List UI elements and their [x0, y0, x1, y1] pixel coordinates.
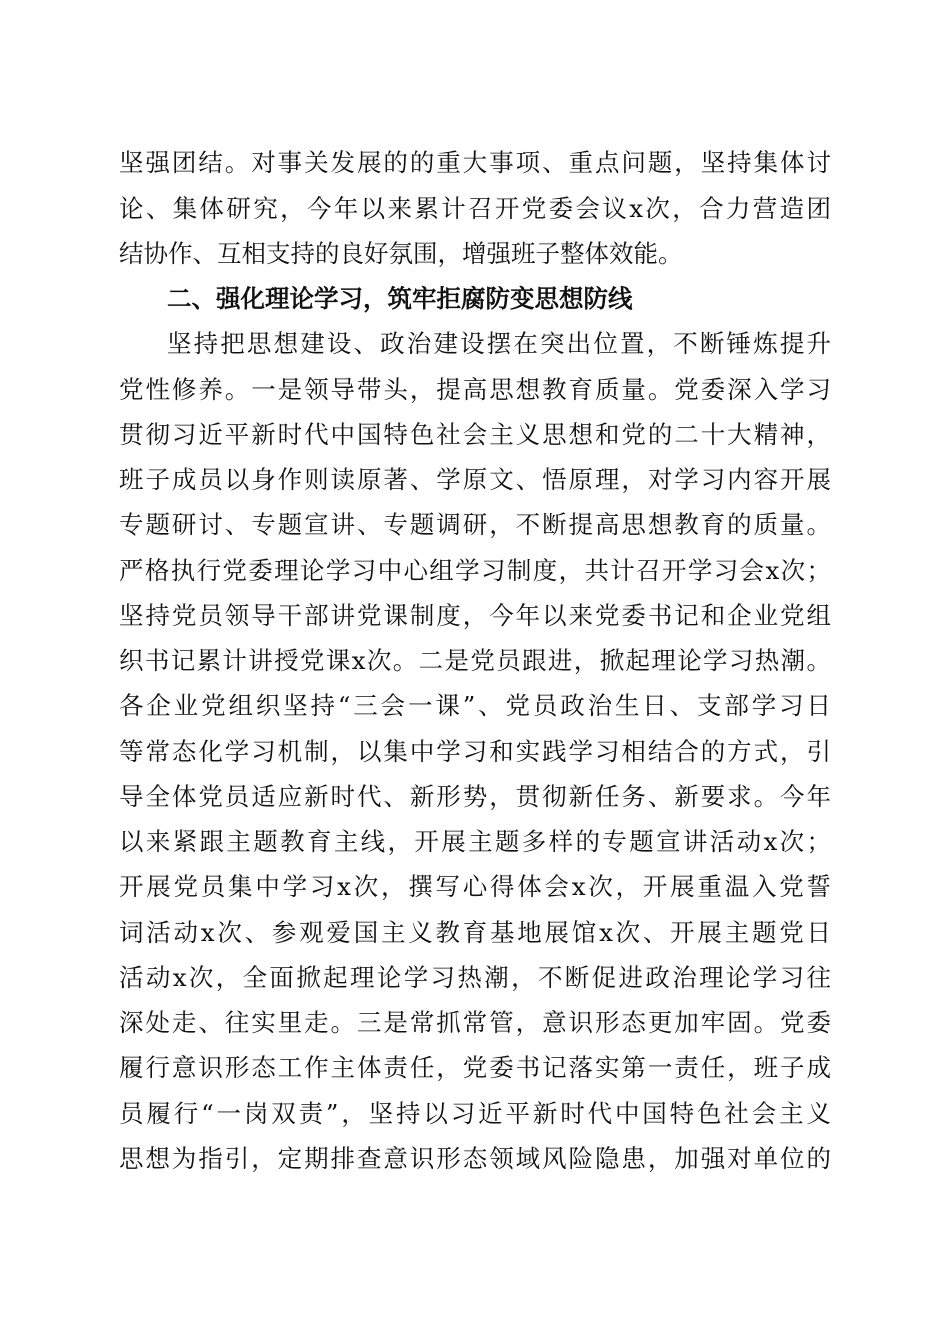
body-line: 坚强团结。对事关发展的的重大事项、重点问题，坚持集体讨	[119, 148, 831, 177]
body-line: 各企业党组织坚持“三会一课”、党员政治生日、支部学习日	[119, 691, 831, 720]
body-line: 等常态化学习机制，以集中学习和实践学习相结合的方式，引	[119, 737, 831, 766]
body-line: 履行意识形态工作主体责任，党委书记落实第一责任，班子成	[119, 1053, 831, 1082]
body-line: 深处走、往实里走。三是常抓常管，意识形态更加牢固。党委	[119, 1008, 831, 1037]
body-line: 以来紧跟主题教育主线，开展主题多样的专题宣讲活动x次；	[119, 827, 831, 856]
body-line: 思想为指引，定期排查意识形态领域风险隐患，加强对单位的	[119, 1144, 831, 1173]
body-line: 坚持党员领导干部讲党课制度，今年以来党委书记和企业党组	[119, 601, 831, 630]
body-line: 严格执行党委理论学习中心组学习制度，共计召开学习会x次；	[119, 556, 831, 585]
paragraph-first-line: 坚持把思想建设、政治建设摆在突出位置，不断锤炼提升	[167, 329, 831, 358]
body-line: 论、集体研究，今年以来累计召开党委会议x次，合力营造团	[119, 194, 831, 223]
body-line: 班子成员以身作则读原著、学原文、悟原理，对学习内容开展	[119, 465, 831, 494]
body-line: 导全体党员适应新时代、新形势，贯彻新任务、新要求。今年	[119, 782, 831, 811]
body-line: 党性修养。一是领导带头，提高思想教育质量。党委深入学习	[119, 375, 831, 404]
section-heading: 二、强化理论学习，筑牢拒腐防变思想防线	[167, 284, 633, 313]
body-line: 贯彻习近平新时代中国特色社会主义思想和党的二十大精神，	[119, 420, 831, 449]
body-line: 词活动x次、参观爱国主义教育基地展馆x次、开展主题党日	[119, 918, 831, 947]
body-line: 活动x次，全面掀起理论学习热潮，不断促进政治理论学习往	[119, 963, 831, 992]
body-line: 开展党员集中学习x次，撰写心得体会x次，开展重温入党誓	[119, 872, 831, 901]
body-line: 员履行“一岗双责”，坚持以习近平新时代中国特色社会主义	[119, 1099, 831, 1128]
body-line: 织书记累计讲授党课x次。二是党员跟进，掀起理论学习热潮。	[119, 646, 831, 675]
body-line: 结协作、互相支持的良好氛围，增强班子整体效能。	[119, 239, 683, 268]
body-line: 专题研讨、专题宣讲、专题调研，不断提高思想教育的质量。	[119, 510, 831, 539]
